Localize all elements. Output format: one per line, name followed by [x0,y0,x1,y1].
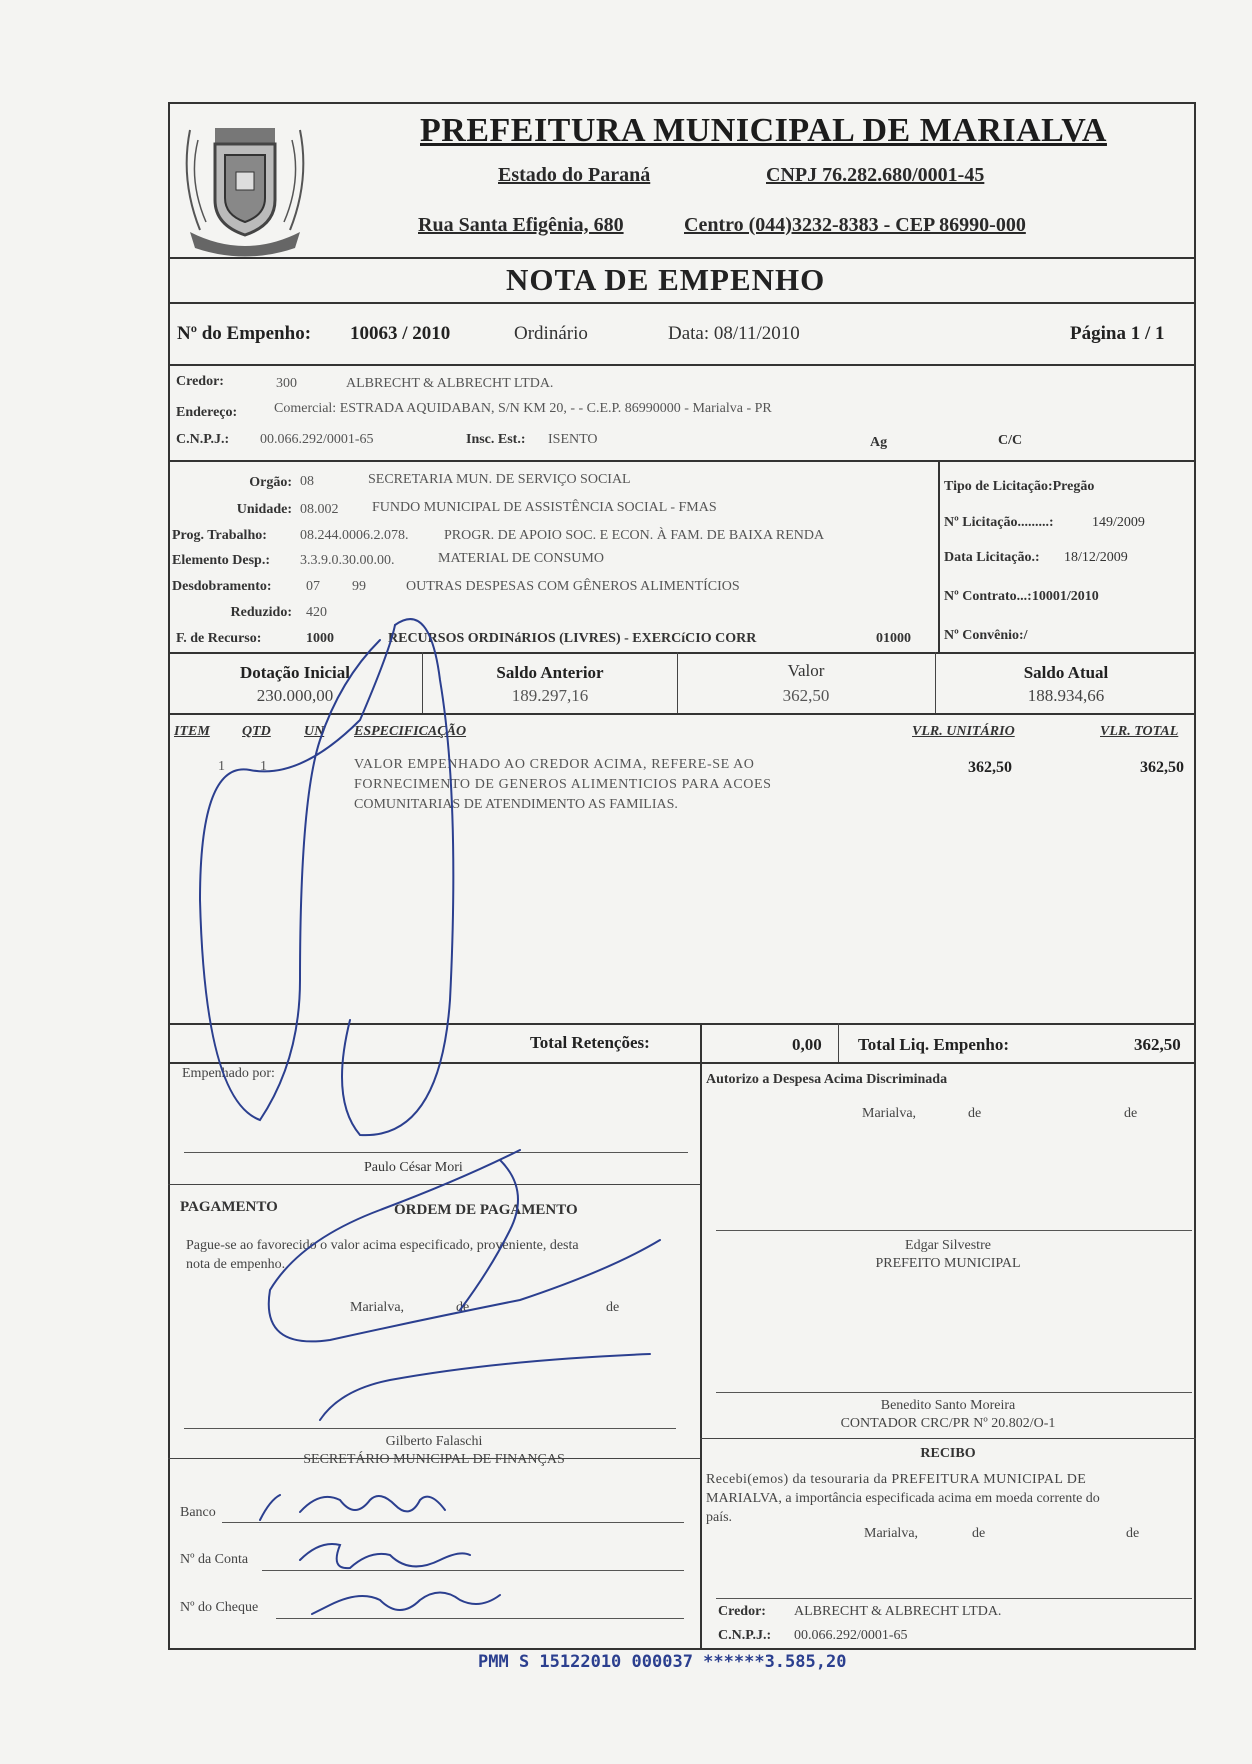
secretario-name: Gilberto Falaschi [385,1434,483,1449]
contrato: Nº Contrato...:10001/2010 [944,589,1099,604]
endereco-value: Comercial: ESTRADA AQUIDABAN, S/N KM 20, - - C.E.P. 86990000 - Marialva - PR [274,401,772,416]
unidade-label: Unidade: [236,502,292,517]
col-un: UN [304,724,325,739]
dotacao-label: Dotação Inicial [239,663,351,682]
item-vlr-unitario: 362,50 [968,759,1012,776]
prog-label: Prog. Trabalho: [172,528,267,543]
contador-title: CONTADOR CRC/PR Nº 20.802/O-1 [840,1416,1056,1431]
convenio: Nº Convênio:/ [944,628,1028,643]
desd-label: Desdobramento: [172,579,272,594]
num-licitacao: 149/2009 [1092,515,1145,530]
recibo-text-2: MARIALVA, a importância especificada acima em moeda corrente do [706,1491,1100,1506]
page-title: PREFEITURA MUNICIPAL DE MARIALVA [420,112,1107,149]
empenhado-name: Paulo César Mori [364,1160,463,1175]
empenho-number: 10063 / 2010 [350,323,451,344]
num-licitacao-label: Nº Licitação.........: [944,515,1054,530]
phone-label: Centro (044)3232-8383 - CEP 86990-000 [684,214,1026,236]
rec-credor-name: ALBRECHT & ALBRECHT LTDA. [794,1604,1002,1619]
col-vlr-unitario: VLR. UNITÁRIO [912,724,1015,739]
pague-text-1: Pague-se ao favorecido o valor acima especificado, proveniente, desta [186,1238,579,1253]
rec-de-2: de [1126,1526,1140,1541]
col-item: ITEM [174,724,210,739]
secretario-title: SECRETÁRIO MUNICIPAL DE FINANÇAS [303,1452,565,1467]
col-vlr-total: VLR. TOTAL [1100,724,1179,739]
credor-code: 300 [276,376,297,391]
desd-code2: 99 [352,579,366,594]
rec-credor-label: Credor: [718,1604,766,1619]
valor-label: Valor [787,661,825,680]
valor-value: 362,50 [782,686,830,705]
unidade-value: FUNDO MUNICIPAL DE ASSISTÊNCIA SOCIAL - FMAS [372,500,717,515]
data-licitacao: 18/12/2009 [1064,550,1128,565]
state-label: Estado do Paraná [498,164,651,186]
cnpj-label: CNPJ 76.282.680/0001-45 [766,164,985,186]
recibo-text-1: Recebi(emos) da tesouraria da PREFEITURA MUNICIPAL DE [706,1472,1087,1487]
desd-code1: 07 [306,579,320,594]
orgao-label: Orgão: [249,475,292,490]
prog-value: PROGR. DE APOIO SOC. E ECON. À FAM. DE BAIXA RENDA [444,528,825,543]
ag-label: Ag [870,435,888,450]
endereco-label: Endereço: [176,405,238,420]
reduzido-value: 420 [306,605,327,620]
aut-de-2: de [1124,1106,1138,1121]
prefeito-name: Edgar Silvestre [905,1238,991,1253]
aut-marialva: Marialva, [862,1106,917,1121]
total-retencoes-value: 0,00 [792,1035,822,1054]
orgao-code: 08 [300,474,314,489]
col-qtd: QTD [242,724,271,739]
recibo-text-3: país. [706,1510,733,1525]
elem-code: 3.3.9.0.30.00.00. [300,553,395,568]
pagamento-label: PAGAMENTO [180,1199,278,1215]
col-especificacao: ESPECIFICAÇÃO [354,724,467,739]
total-liq-label: Total Liq. Empenho: [858,1035,1009,1054]
saldo-atual-label: Saldo Atual [1023,663,1109,682]
address-label: Rua Santa Efigênia, 680 [418,214,624,236]
pag-de-2: de [606,1300,620,1315]
page-number: Página 1 / 1 [1070,323,1165,344]
prefeito-title: PREFEITO MUNICIPAL [875,1256,1021,1271]
item-number: 1 [218,759,225,774]
rec-marialva: Marialva, [864,1526,919,1541]
unidade-code: 08.002 [300,502,339,517]
cheque-label: Nº do Cheque [180,1600,259,1615]
prog-code: 08.244.0006.2.078. [300,528,409,543]
credor-cnpj: 00.066.292/0001-65 [260,432,374,447]
contador-name: Benedito Santo Moreira [880,1398,1016,1413]
item-desc-line1: VALOR EMPENHADO AO CREDOR ACIMA, REFERE-SE AO [354,757,755,772]
frec-label: F. de Recurso: [176,631,262,646]
saldo-anterior-label: Saldo Anterior [496,663,604,682]
credor-label: Credor: [176,374,224,389]
credor-name: ALBRECHT & ALBRECHT LTDA. [346,376,554,391]
pague-text-2: nota de empenho. [186,1257,286,1272]
elem-value: MATERIAL DE CONSUMO [438,551,604,566]
saldo-anterior-value: 189.297,16 [511,686,589,705]
empenho-date: Data: 08/11/2010 [668,323,800,344]
saldo-atual-value: 188.934,66 [1027,686,1105,705]
item-desc-line3: COMUNITARIAS DE ATENDIMENTO AS FAMILIAS. [354,797,678,812]
item-vlr-total: 362,50 [1140,759,1184,776]
total-liq-value: 362,50 [1134,1035,1181,1054]
footer-stamp: PMM S 15122010 000037 ******3.585,20 [478,1652,847,1672]
tipo-licitacao: Tipo de Licitação:Pregão [944,479,1095,494]
empenho-type: Ordinário [514,323,588,344]
item-qtd: 1 [260,759,267,774]
ordem-pagamento-label: ORDEM DE PAGAMENTO [394,1202,578,1218]
total-retencoes-label: Total Retenções: [530,1033,650,1052]
rec-cnpj: 00.066.292/0001-65 [794,1628,908,1643]
insc-value: ISENTO [548,432,598,447]
rec-cnpj-label: C.N.P.J.: [718,1628,772,1643]
recibo-label: RECIBO [920,1446,976,1461]
elem-label: Elemento Desp.: [172,553,270,568]
reduzido-label: Reduzido: [230,605,292,620]
orgao-value: SECRETARIA MUN. DE SERVIÇO SOCIAL [368,472,631,487]
doc-title: NOTA DE EMPENHO [506,262,826,297]
banco-label: Banco [180,1505,216,1520]
frec-value: RECURSOS ORDINáRIOS (LIVRES) - EXERCíCIO CORR [388,631,757,646]
data-licitacao-label: Data Licitação.: [944,550,1040,565]
autorizo-label: Autorizo a Despesa Acima Discriminada [706,1072,948,1087]
credor-cnpj-label: C.N.P.J.: [176,432,230,447]
desd-value: OUTRAS DESPESAS COM GÊNEROS ALIMENTÍCIOS [406,579,740,594]
insc-label: Insc. Est.: [466,432,526,447]
empenho-label: Nº do Empenho: [177,323,312,344]
pag-de-1: de [456,1300,470,1315]
rec-de-1: de [972,1526,986,1541]
empenhado-label: Empenhado por: [182,1066,275,1081]
frec-code: 1000 [306,631,334,646]
dotacao-value: 230.000,00 [256,686,334,705]
item-desc-line2: FORNECIMENTO DE GENEROS ALIMENTICIOS PARA ACOES [354,777,772,792]
aut-de-1: de [968,1106,982,1121]
pag-marialva: Marialva, [350,1300,405,1315]
frec-num: 01000 [876,631,911,646]
conta-label: Nº da Conta [180,1552,249,1567]
cc-label: C/C [998,433,1023,448]
